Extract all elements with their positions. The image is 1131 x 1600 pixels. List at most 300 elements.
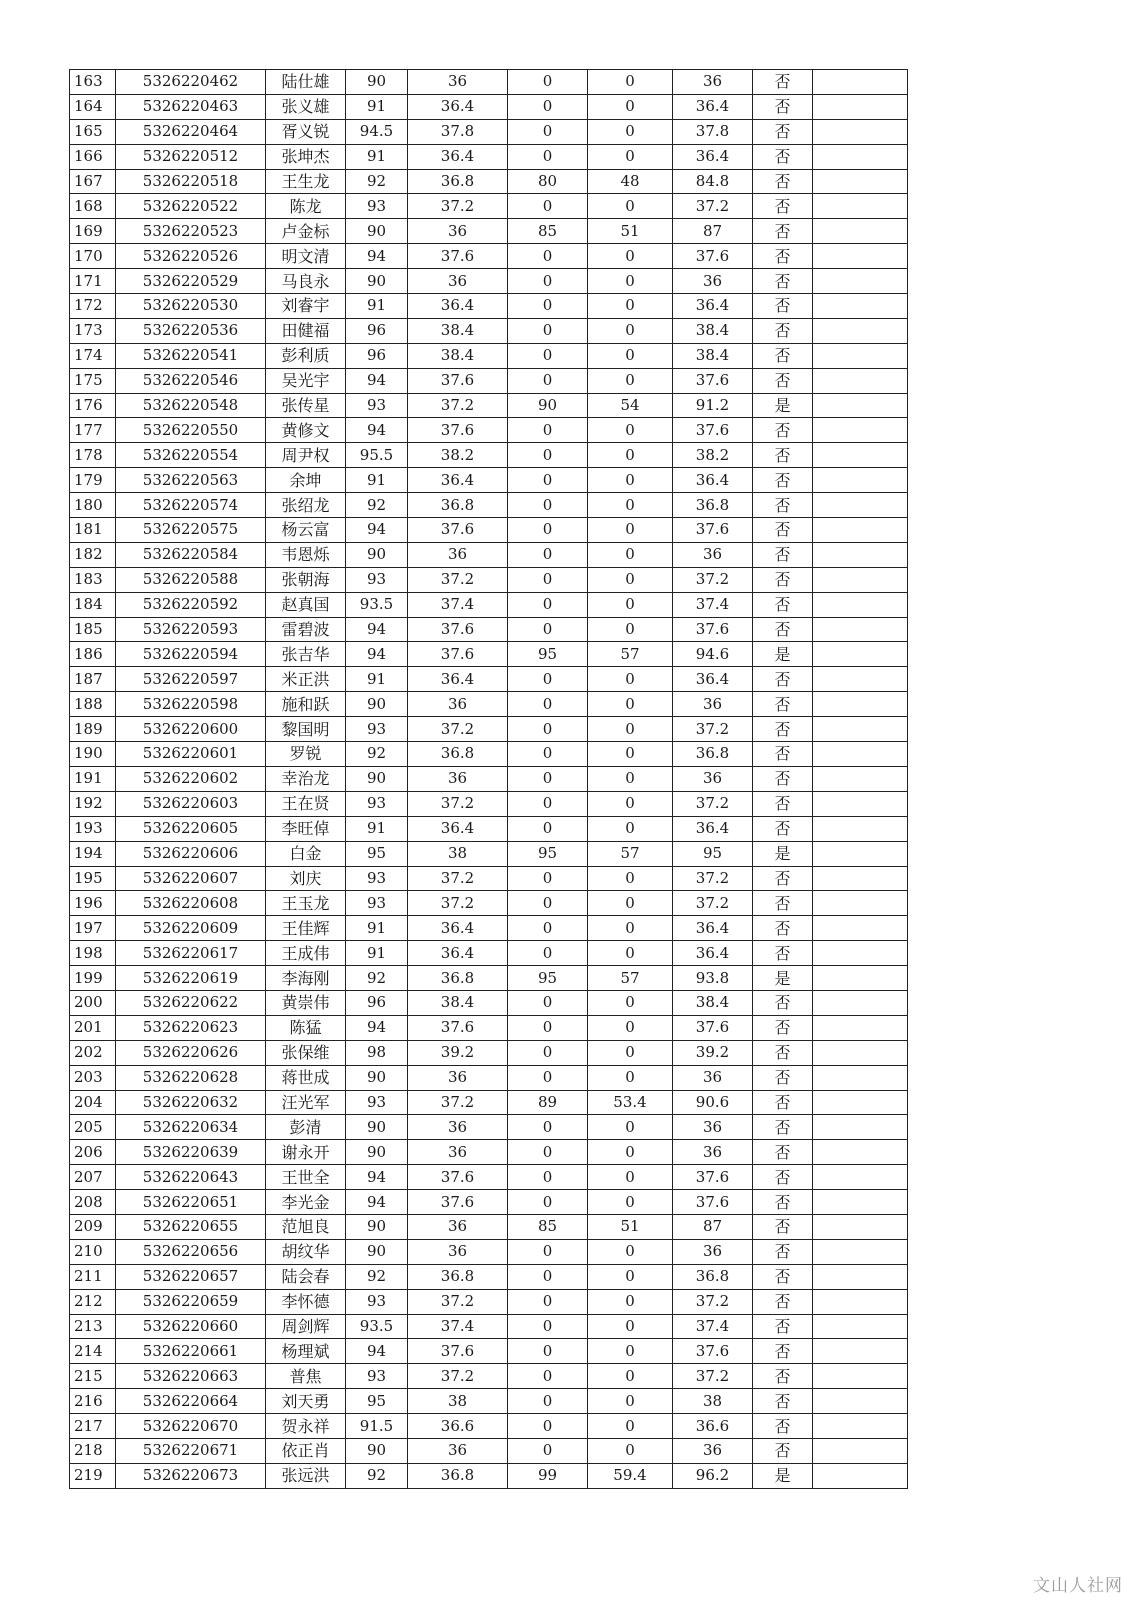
candidate-id-cell: 5326220550 <box>116 418 266 443</box>
table-row <box>70 443 908 468</box>
remark-cell <box>813 692 908 717</box>
remark-cell <box>813 617 908 642</box>
remark-cell <box>813 1364 908 1389</box>
interview-score-cell: 0 <box>508 194 588 219</box>
written-weighted-cell: 38.4 <box>408 990 508 1015</box>
written-score-cell: 93.5 <box>346 1314 408 1339</box>
written-weighted-cell: 37.2 <box>408 393 508 418</box>
table-row <box>70 1389 908 1414</box>
name-cell: 李旺倬 <box>266 816 346 841</box>
written-score-cell: 90 <box>346 542 408 567</box>
table-row <box>70 617 908 642</box>
written-weighted-cell: 36.4 <box>408 294 508 319</box>
status-cell: 否 <box>753 1165 813 1190</box>
name-cell: 依正肖 <box>266 1438 346 1463</box>
status-cell: 否 <box>753 742 813 767</box>
interview-weighted-cell: 0 <box>588 244 673 269</box>
candidate-id-cell: 5326220639 <box>116 1140 266 1165</box>
remark-cell <box>813 1214 908 1239</box>
written-score-cell: 91 <box>346 941 408 966</box>
interview-weighted-cell: 0 <box>588 468 673 493</box>
status-cell: 否 <box>753 592 813 617</box>
table-row <box>70 318 908 343</box>
table-row <box>70 244 908 269</box>
row-number-cell: 184 <box>70 592 116 617</box>
interview-weighted-cell: 0 <box>588 717 673 742</box>
name-cell: 彭清 <box>266 1115 346 1140</box>
remark-cell <box>813 1165 908 1190</box>
remark-cell <box>813 990 908 1015</box>
name-cell: 彭利质 <box>266 343 346 368</box>
name-cell: 陆仕雄 <box>266 70 346 95</box>
status-cell: 否 <box>753 1090 813 1115</box>
row-number-cell: 177 <box>70 418 116 443</box>
candidate-id-cell: 5326220643 <box>116 1165 266 1190</box>
written-score-cell: 94 <box>346 1015 408 1040</box>
candidate-id-cell: 5326220518 <box>116 169 266 194</box>
total-score-cell: 36.8 <box>673 742 753 767</box>
interview-weighted-cell: 0 <box>588 1289 673 1314</box>
written-weighted-cell: 36 <box>408 1214 508 1239</box>
interview-weighted-cell: 0 <box>588 318 673 343</box>
row-number-cell: 171 <box>70 269 116 294</box>
row-number-cell: 167 <box>70 169 116 194</box>
written-weighted-cell: 36.4 <box>408 144 508 169</box>
interview-weighted-cell: 0 <box>588 1165 673 1190</box>
remark-cell <box>813 1438 908 1463</box>
interview-score-cell: 0 <box>508 294 588 319</box>
status-cell: 否 <box>753 1065 813 1090</box>
row-number-cell: 218 <box>70 1438 116 1463</box>
status-cell: 否 <box>753 1314 813 1339</box>
written-score-cell: 94 <box>346 642 408 667</box>
status-cell: 否 <box>753 990 813 1015</box>
interview-score-cell: 0 <box>508 468 588 493</box>
remark-cell <box>813 742 908 767</box>
interview-weighted-cell: 0 <box>588 194 673 219</box>
name-cell: 王世全 <box>266 1165 346 1190</box>
interview-weighted-cell: 0 <box>588 1040 673 1065</box>
candidate-id-cell: 5326220526 <box>116 244 266 269</box>
total-score-cell: 36.4 <box>673 94 753 119</box>
remark-cell <box>813 642 908 667</box>
remark-cell <box>813 144 908 169</box>
status-cell: 是 <box>753 841 813 866</box>
table-row <box>70 1289 908 1314</box>
written-score-cell: 93 <box>346 866 408 891</box>
remark-cell <box>813 866 908 891</box>
row-number-cell: 192 <box>70 791 116 816</box>
table-row <box>70 742 908 767</box>
name-cell: 张坤杰 <box>266 144 346 169</box>
interview-score-cell: 0 <box>508 592 588 617</box>
interview-weighted-cell: 0 <box>588 567 673 592</box>
table-row <box>70 343 908 368</box>
interview-score-cell: 0 <box>508 119 588 144</box>
written-score-cell: 92 <box>346 169 408 194</box>
interview-score-cell: 0 <box>508 94 588 119</box>
written-score-cell: 91 <box>346 816 408 841</box>
total-score-cell: 36.8 <box>673 493 753 518</box>
interview-weighted-cell: 0 <box>588 1065 673 1090</box>
interview-score-cell: 90 <box>508 393 588 418</box>
written-weighted-cell: 37.2 <box>408 866 508 891</box>
written-weighted-cell: 36.8 <box>408 742 508 767</box>
candidate-id-cell: 5326220597 <box>116 667 266 692</box>
total-score-cell: 38.2 <box>673 443 753 468</box>
candidate-id-cell: 5326220632 <box>116 1090 266 1115</box>
remark-cell <box>813 1015 908 1040</box>
interview-weighted-cell: 0 <box>588 119 673 144</box>
total-score-cell: 37.2 <box>673 866 753 891</box>
written-weighted-cell: 36 <box>408 1065 508 1090</box>
total-score-cell: 36.4 <box>673 468 753 493</box>
written-score-cell: 93 <box>346 717 408 742</box>
name-cell: 陈猛 <box>266 1015 346 1040</box>
written-weighted-cell: 38 <box>408 841 508 866</box>
candidate-id-cell: 5326220563 <box>116 468 266 493</box>
written-weighted-cell: 36.6 <box>408 1414 508 1439</box>
status-cell: 否 <box>753 144 813 169</box>
name-cell: 贺永祥 <box>266 1414 346 1439</box>
candidate-id-cell: 5326220522 <box>116 194 266 219</box>
row-number-cell: 213 <box>70 1314 116 1339</box>
row-number-cell: 170 <box>70 244 116 269</box>
written-score-cell: 91 <box>346 94 408 119</box>
status-cell: 否 <box>753 418 813 443</box>
status-cell: 否 <box>753 269 813 294</box>
total-score-cell: 37.2 <box>673 567 753 592</box>
remark-cell <box>813 891 908 916</box>
row-number-cell: 189 <box>70 717 116 742</box>
remark-cell <box>813 1314 908 1339</box>
interview-score-cell: 0 <box>508 567 588 592</box>
total-score-cell: 37.2 <box>673 791 753 816</box>
written-weighted-cell: 36 <box>408 1239 508 1264</box>
written-score-cell: 90 <box>346 1065 408 1090</box>
table-row <box>70 1339 908 1364</box>
interview-weighted-cell: 0 <box>588 1264 673 1289</box>
interview-score-cell: 0 <box>508 1190 588 1215</box>
total-score-cell: 93.8 <box>673 966 753 991</box>
total-score-cell: 36 <box>673 1140 753 1165</box>
remark-cell <box>813 841 908 866</box>
candidate-id-cell: 5326220670 <box>116 1414 266 1439</box>
name-cell: 张义雄 <box>266 94 346 119</box>
remark-cell <box>813 1289 908 1314</box>
written-score-cell: 93 <box>346 791 408 816</box>
written-score-cell: 94 <box>346 368 408 393</box>
interview-weighted-cell: 0 <box>588 418 673 443</box>
written-score-cell: 94 <box>346 1190 408 1215</box>
remark-cell <box>813 1115 908 1140</box>
watermark-text: 文山人社网 <box>1033 1576 1123 1596</box>
candidate-id-cell: 5326220602 <box>116 766 266 791</box>
interview-score-cell: 0 <box>508 318 588 343</box>
interview-weighted-cell: 0 <box>588 1339 673 1364</box>
candidate-id-cell: 5326220608 <box>116 891 266 916</box>
row-number-cell: 205 <box>70 1115 116 1140</box>
written-score-cell: 92 <box>346 1264 408 1289</box>
written-weighted-cell: 37.6 <box>408 642 508 667</box>
table-row <box>70 692 908 717</box>
written-weighted-cell: 37.6 <box>408 368 508 393</box>
interview-score-cell: 95 <box>508 966 588 991</box>
written-weighted-cell: 37.6 <box>408 1015 508 1040</box>
interview-weighted-cell: 0 <box>588 916 673 941</box>
interview-weighted-cell: 0 <box>588 144 673 169</box>
row-number-cell: 185 <box>70 617 116 642</box>
row-number-cell: 202 <box>70 1040 116 1065</box>
candidate-id-cell: 5326220634 <box>116 1115 266 1140</box>
remark-cell <box>813 966 908 991</box>
interview-score-cell: 0 <box>508 916 588 941</box>
candidate-id-cell: 5326220592 <box>116 592 266 617</box>
interview-score-cell: 0 <box>508 70 588 95</box>
candidate-id-cell: 5326220626 <box>116 1040 266 1065</box>
written-weighted-cell: 36.8 <box>408 1264 508 1289</box>
written-weighted-cell: 36 <box>408 1140 508 1165</box>
written-score-cell: 93 <box>346 194 408 219</box>
total-score-cell: 37.6 <box>673 1165 753 1190</box>
total-score-cell: 37.6 <box>673 1015 753 1040</box>
score-table <box>69 69 908 1489</box>
row-number-cell: 165 <box>70 119 116 144</box>
row-number-cell: 182 <box>70 542 116 567</box>
remark-cell <box>813 493 908 518</box>
status-cell: 否 <box>753 94 813 119</box>
interview-weighted-cell: 0 <box>588 70 673 95</box>
written-score-cell: 94 <box>346 1165 408 1190</box>
total-score-cell: 90.6 <box>673 1090 753 1115</box>
remark-cell <box>813 1190 908 1215</box>
interview-weighted-cell: 0 <box>588 1414 673 1439</box>
written-score-cell: 90 <box>346 1438 408 1463</box>
status-cell: 否 <box>753 443 813 468</box>
written-score-cell: 90 <box>346 1140 408 1165</box>
interview-score-cell: 0 <box>508 343 588 368</box>
remark-cell <box>813 244 908 269</box>
remark-cell <box>813 592 908 617</box>
remark-cell <box>813 816 908 841</box>
written-weighted-cell: 37.2 <box>408 891 508 916</box>
name-cell: 白金 <box>266 841 346 866</box>
interview-weighted-cell: 0 <box>588 1190 673 1215</box>
remark-cell <box>813 343 908 368</box>
table-row <box>70 966 908 991</box>
name-cell: 王玉龙 <box>266 891 346 916</box>
written-weighted-cell: 36.4 <box>408 468 508 493</box>
name-cell: 汪光军 <box>266 1090 346 1115</box>
candidate-id-cell: 5326220671 <box>116 1438 266 1463</box>
candidate-id-cell: 5326220598 <box>116 692 266 717</box>
status-cell: 否 <box>753 717 813 742</box>
written-weighted-cell: 36.8 <box>408 493 508 518</box>
candidate-id-cell: 5326220605 <box>116 816 266 841</box>
interview-weighted-cell: 0 <box>588 617 673 642</box>
row-number-cell: 203 <box>70 1065 116 1090</box>
written-weighted-cell: 36.4 <box>408 667 508 692</box>
interview-weighted-cell: 0 <box>588 94 673 119</box>
remark-cell <box>813 1065 908 1090</box>
name-cell: 张朝海 <box>266 567 346 592</box>
written-weighted-cell: 37.6 <box>408 244 508 269</box>
status-cell: 否 <box>753 294 813 319</box>
candidate-id-cell: 5326220523 <box>116 219 266 244</box>
status-cell: 否 <box>753 244 813 269</box>
table-row <box>70 1364 908 1389</box>
written-score-cell: 91 <box>346 144 408 169</box>
interview-score-cell: 0 <box>508 1414 588 1439</box>
written-score-cell: 90 <box>346 269 408 294</box>
written-score-cell: 95 <box>346 841 408 866</box>
interview-weighted-cell: 0 <box>588 816 673 841</box>
total-score-cell: 36 <box>673 269 753 294</box>
interview-score-cell: 0 <box>508 866 588 891</box>
remark-cell <box>813 443 908 468</box>
written-weighted-cell: 37.2 <box>408 194 508 219</box>
interview-weighted-cell: 0 <box>588 1314 673 1339</box>
status-cell: 否 <box>753 1438 813 1463</box>
interview-score-cell: 0 <box>508 1289 588 1314</box>
written-weighted-cell: 36.4 <box>408 94 508 119</box>
table-row <box>70 791 908 816</box>
row-number-cell: 199 <box>70 966 116 991</box>
status-cell: 是 <box>753 393 813 418</box>
interview-score-cell: 0 <box>508 1364 588 1389</box>
row-number-cell: 198 <box>70 941 116 966</box>
remark-cell <box>813 1239 908 1264</box>
name-cell: 马良永 <box>266 269 346 294</box>
total-score-cell: 36.4 <box>673 916 753 941</box>
interview-score-cell: 80 <box>508 169 588 194</box>
candidate-id-cell: 5326220546 <box>116 368 266 393</box>
row-number-cell: 200 <box>70 990 116 1015</box>
remark-cell <box>813 368 908 393</box>
status-cell: 否 <box>753 368 813 393</box>
table-row <box>70 916 908 941</box>
remark-cell <box>813 791 908 816</box>
candidate-id-cell: 5326220536 <box>116 318 266 343</box>
total-score-cell: 36.6 <box>673 1414 753 1439</box>
name-cell: 谢永开 <box>266 1140 346 1165</box>
remark-cell <box>813 1040 908 1065</box>
name-cell: 明文清 <box>266 244 346 269</box>
remark-cell <box>813 1140 908 1165</box>
status-cell: 是 <box>753 642 813 667</box>
name-cell: 王生龙 <box>266 169 346 194</box>
table-body <box>70 70 908 1489</box>
written-score-cell: 90 <box>346 692 408 717</box>
interview-score-cell: 0 <box>508 1065 588 1090</box>
remark-cell <box>813 418 908 443</box>
interview-weighted-cell: 0 <box>588 1239 673 1264</box>
interview-weighted-cell: 0 <box>588 294 673 319</box>
candidate-id-cell: 5326220593 <box>116 617 266 642</box>
interview-score-cell: 0 <box>508 418 588 443</box>
total-score-cell: 37.2 <box>673 194 753 219</box>
name-cell: 黄崇伟 <box>266 990 346 1015</box>
table-row <box>70 119 908 144</box>
table-row <box>70 219 908 244</box>
table-row <box>70 518 908 543</box>
name-cell: 田健福 <box>266 318 346 343</box>
table-row <box>70 393 908 418</box>
interview-weighted-cell: 0 <box>588 1115 673 1140</box>
remark-cell <box>813 94 908 119</box>
row-number-cell: 204 <box>70 1090 116 1115</box>
status-cell: 否 <box>753 791 813 816</box>
name-cell: 罗锐 <box>266 742 346 767</box>
written-weighted-cell: 37.2 <box>408 567 508 592</box>
table-row <box>70 418 908 443</box>
candidate-id-cell: 5326220660 <box>116 1314 266 1339</box>
interview-score-cell: 0 <box>508 692 588 717</box>
name-cell: 王成伟 <box>266 941 346 966</box>
written-score-cell: 93 <box>346 1364 408 1389</box>
written-score-cell: 90 <box>346 1214 408 1239</box>
table-row <box>70 941 908 966</box>
remark-cell <box>813 119 908 144</box>
row-number-cell: 219 <box>70 1463 116 1488</box>
name-cell: 幸治龙 <box>266 766 346 791</box>
status-cell: 是 <box>753 1463 813 1488</box>
interview-weighted-cell: 0 <box>588 368 673 393</box>
interview-weighted-cell: 0 <box>588 866 673 891</box>
name-cell: 陈龙 <box>266 194 346 219</box>
row-number-cell: 175 <box>70 368 116 393</box>
remark-cell <box>813 941 908 966</box>
interview-score-cell: 0 <box>508 791 588 816</box>
candidate-id-cell: 5326220607 <box>116 866 266 891</box>
candidate-id-cell: 5326220463 <box>116 94 266 119</box>
written-score-cell: 98 <box>346 1040 408 1065</box>
candidate-id-cell: 5326220623 <box>116 1015 266 1040</box>
written-weighted-cell: 37.2 <box>408 1289 508 1314</box>
written-weighted-cell: 36.4 <box>408 941 508 966</box>
interview-score-cell: 0 <box>508 518 588 543</box>
candidate-id-cell: 5326220462 <box>116 70 266 95</box>
name-cell: 黄修文 <box>266 418 346 443</box>
total-score-cell: 96.2 <box>673 1463 753 1488</box>
written-weighted-cell: 37.4 <box>408 1314 508 1339</box>
row-number-cell: 215 <box>70 1364 116 1389</box>
status-cell: 否 <box>753 542 813 567</box>
written-score-cell: 92 <box>346 966 408 991</box>
remark-cell <box>813 169 908 194</box>
remark-cell <box>813 1389 908 1414</box>
candidate-id-cell: 5326220588 <box>116 567 266 592</box>
interview-score-cell: 0 <box>508 1314 588 1339</box>
interview-weighted-cell: 0 <box>588 990 673 1015</box>
written-weighted-cell: 37.6 <box>408 518 508 543</box>
candidate-id-cell: 5326220659 <box>116 1289 266 1314</box>
written-score-cell: 94 <box>346 518 408 543</box>
remark-cell <box>813 1414 908 1439</box>
row-number-cell: 209 <box>70 1214 116 1239</box>
row-number-cell: 168 <box>70 194 116 219</box>
row-number-cell: 194 <box>70 841 116 866</box>
interview-weighted-cell: 51 <box>588 1214 673 1239</box>
remark-cell <box>813 667 908 692</box>
interview-score-cell: 0 <box>508 493 588 518</box>
row-number-cell: 211 <box>70 1264 116 1289</box>
interview-score-cell: 99 <box>508 1463 588 1488</box>
written-weighted-cell: 37.2 <box>408 717 508 742</box>
interview-score-cell: 0 <box>508 891 588 916</box>
interview-score-cell: 0 <box>508 1115 588 1140</box>
written-weighted-cell: 37.6 <box>408 1339 508 1364</box>
